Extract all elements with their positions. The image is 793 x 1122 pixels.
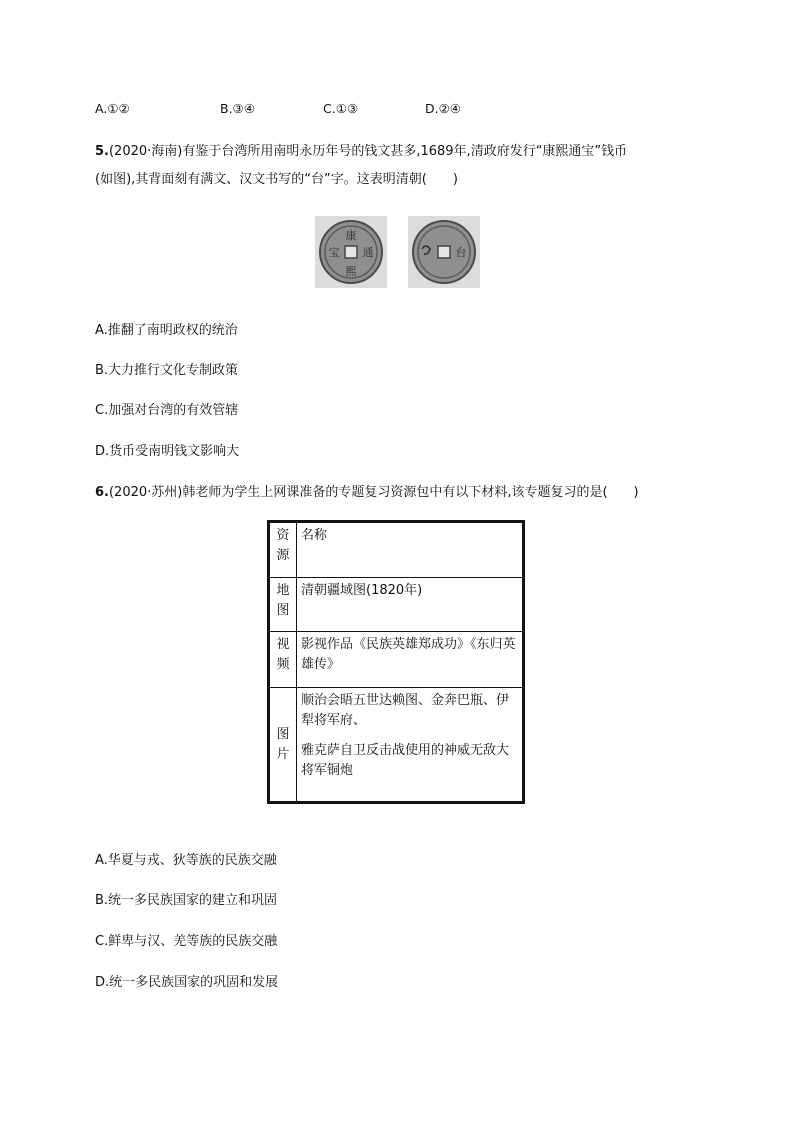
row-value: 清朝疆域图(1820年) [297, 578, 524, 632]
q5-stem-line2: (如图),其背面刻有满文、汉文书写的“台”字。这表明清朝( ) [95, 172, 458, 187]
previous-question-options [95, 101, 515, 119]
coin-front-char-top: 康 [345, 229, 357, 242]
coin-front-char-right: 通 [362, 246, 374, 259]
q6-stem-text: (2020·苏州)韩老师为学生上网课准备的专题复习资源包中有以下材料,该专题复习的是( ) [108, 485, 639, 500]
coin-back-char: 台 [455, 246, 467, 259]
q5-stem-line1 [95, 143, 627, 161]
q6-option-a[interactable]: A.华夏与戎、狄等族的民族交融 [95, 853, 277, 868]
q5-option-d[interactable]: D.货币受南明钱文影响大 [95, 444, 240, 459]
table-row [269, 688, 524, 803]
q6-stem [95, 484, 639, 502]
coin-front-image [315, 216, 387, 288]
option-b[interactable]: B.③④ [220, 101, 255, 116]
row-value [297, 688, 524, 803]
coin-front-char-left: 宝 [328, 246, 340, 259]
resource-table [267, 520, 525, 804]
q5-number: 5. [95, 144, 109, 159]
row-key: 视频 [269, 632, 297, 688]
q5-option-c[interactable]: C.加强对台湾的有效管辖 [95, 403, 239, 418]
row-value-line: 顺治会晤五世达赖图、金奔巴瓶、伊犁将军府、 [301, 693, 510, 728]
table-header-row [269, 522, 524, 578]
header-resource: 资源 [269, 522, 297, 578]
coin-back-image [408, 216, 480, 288]
coin-front-char-bottom: 熙 [345, 265, 357, 278]
q5-option-b[interactable]: B.大力推行文化专制政策 [95, 363, 239, 378]
q5-option-a[interactable]: A.推翻了南明政权的统治 [95, 323, 238, 338]
table-row [269, 578, 524, 632]
q5-stem-text1: (2020·海南)有鉴于台湾所用南明永历年号的钱文甚多,1689年,清政府发行“康熙通宝”钱币 [108, 144, 628, 159]
option-a[interactable]: A.①② [95, 101, 130, 116]
header-name: 名称 [297, 522, 524, 578]
row-value: 影视作品《民族英雄郑成功》《东归英雄传》 [297, 632, 524, 688]
table-row [269, 632, 524, 688]
q6-option-c[interactable]: C.鲜卑与汉、羌等族的民族交融 [95, 934, 278, 949]
row-key: 图片 [269, 688, 297, 803]
q6-number: 6. [95, 485, 109, 500]
row-key: 地图 [269, 578, 297, 632]
q6-option-d[interactable]: D.统一多民族国家的巩固和发展 [95, 975, 279, 990]
option-c[interactable]: C.①③ [323, 101, 359, 116]
option-d[interactable]: D.②④ [425, 101, 462, 116]
q6-option-b[interactable]: B.统一多民族国家的建立和巩固 [95, 893, 278, 908]
row-value-line: 雅克萨自卫反击战使用的神威无敌大将军铜炮 [301, 743, 510, 778]
coin-images [315, 216, 480, 288]
